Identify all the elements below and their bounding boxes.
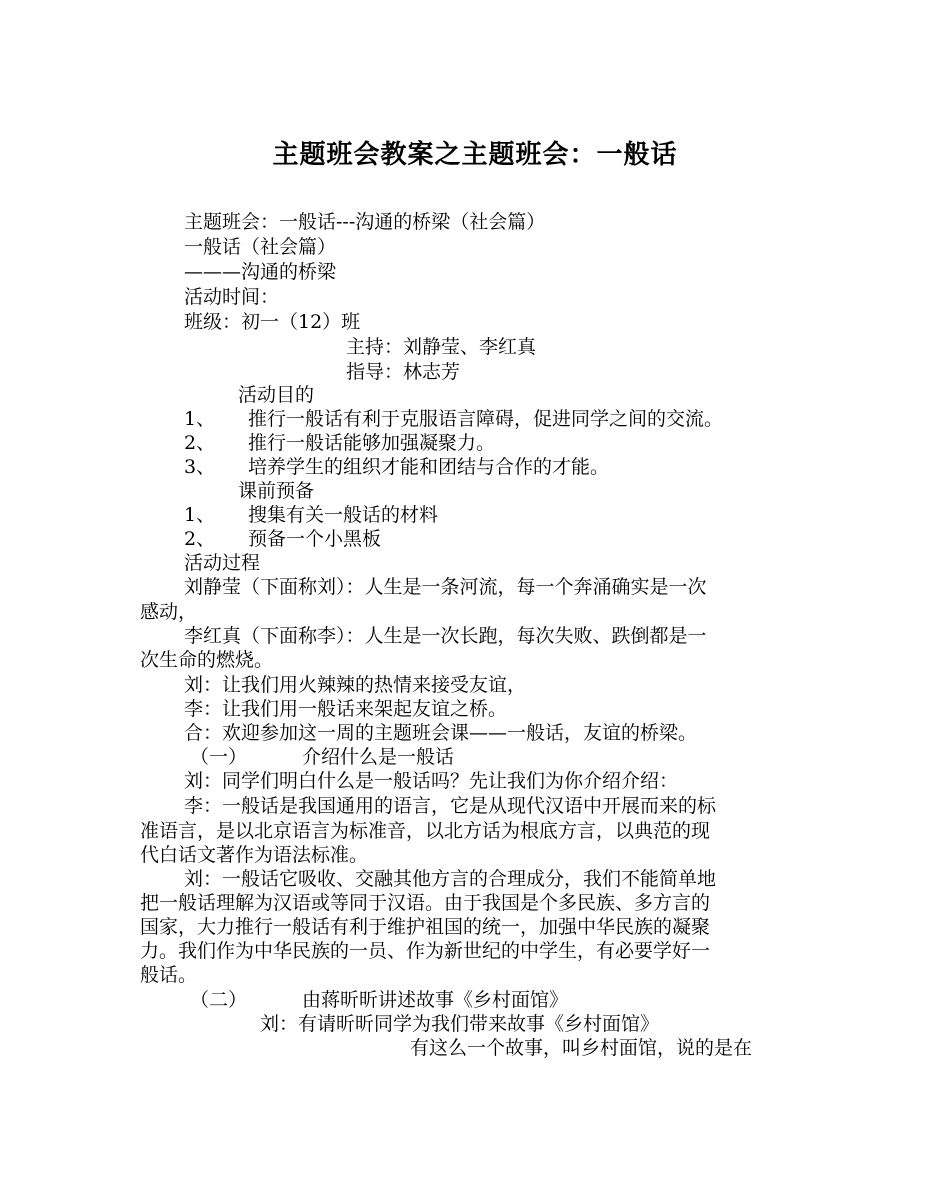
text-line: 刘：让我们用火辣辣的热情来接受友谊， — [184, 674, 527, 696]
section-heading — [190, 988, 568, 1012]
text-line: 指导：林志芳 — [346, 361, 461, 383]
text-line: 李红真（下面称李）：人生是一次长跑，每次失败、跌倒都是一 — [184, 625, 707, 647]
text-line: 刘静莹（下面称刘）：人生是一条河流，每一个奔涌确实是一次 — [184, 576, 707, 598]
list-text: 培养学生的组织才能和团结与合作的才能。 — [248, 456, 610, 478]
text-line: 代白话文著作为语法标准。 — [140, 844, 369, 866]
list-item — [184, 431, 495, 455]
list-number: 2、 — [184, 432, 216, 454]
list-item — [184, 407, 723, 431]
list-text: 推行一般话能够加强凝聚力。 — [248, 432, 496, 454]
section-number: （二） — [190, 989, 248, 1011]
text-line: 主持：刘静莹、李红真 — [346, 336, 537, 358]
section-number: （一） — [190, 746, 248, 768]
list-item — [184, 455, 609, 479]
list-text: 搜集有关一般话的材料 — [248, 504, 439, 526]
list-number: 2、 — [184, 528, 216, 550]
text-line: 班级：初一（12）班 — [184, 311, 361, 333]
document-title: 主题班会教案之主题班会：一般话 — [272, 140, 678, 170]
text-line: 刘：有请昕昕同学为我们带来故事《乡村面馆》 — [260, 1013, 660, 1035]
section-text: 由蒋昕昕讲述故事《乡村面馆》 — [302, 989, 569, 1011]
text-line: 准语言，是以北京语言为标准音，以北方话为根底方言，以典范的现 — [140, 820, 711, 842]
text-line: 般话。 — [140, 964, 198, 986]
text-line: 主题班会：一般话---沟通的桥梁（社会篇） — [184, 211, 546, 233]
text-line: ———沟通的桥梁 — [184, 261, 337, 283]
section-heading — [190, 745, 454, 769]
text-line: 李：一般话是我国通用的语言，它是从现代汉语中开展而来的标 — [184, 795, 717, 817]
list-item — [184, 503, 438, 527]
text-line: 力。我们作为中华民族的一员、作为新世纪的中学生，有必要学好一 — [140, 940, 711, 962]
section-heading: 课前预备 — [238, 480, 315, 502]
list-number: 1、 — [184, 408, 216, 430]
text-line: 国家，大力推行一般话有利于维护祖国的统一，加强中华民族的凝聚 — [140, 916, 711, 938]
text-line: 活动时间： — [184, 286, 280, 308]
text-line: 李：让我们用一般话来架起友谊之桥。 — [184, 698, 508, 720]
text-line: 把一般话理解为汉语或等同于汉语。由于我国是个多民族、多方言的 — [140, 892, 711, 914]
section-text: 介绍什么是一般话 — [302, 746, 455, 768]
text-line: 次生命的燃烧。 — [140, 649, 274, 671]
section-heading: 活动目的 — [238, 384, 315, 406]
text-line: 感动， — [140, 601, 198, 623]
list-item — [184, 527, 381, 551]
text-line: 刘：同学们明白什么是一般话吗？先让我们为你介绍介绍： — [184, 770, 679, 792]
text-line: 合：欢迎参加这一周的主题班会课——一般话，友谊的桥梁。 — [184, 722, 698, 744]
list-number: 3、 — [184, 456, 216, 478]
list-text: 推行一般话有利于克服语言障碍，促进同学之间的交流。 — [248, 408, 724, 430]
list-number: 1、 — [184, 504, 216, 526]
text-line: 一般话（社会篇） — [184, 236, 337, 258]
text-line: 有这么一个故事，叫乡村面馆，说的是在 — [410, 1037, 753, 1059]
section-heading: 活动过程 — [184, 552, 261, 574]
text-line: 刘：一般话它吸收、交融其他方言的合理成分，我们不能简单地 — [184, 868, 717, 890]
list-text: 预备一个小黑板 — [248, 528, 382, 550]
